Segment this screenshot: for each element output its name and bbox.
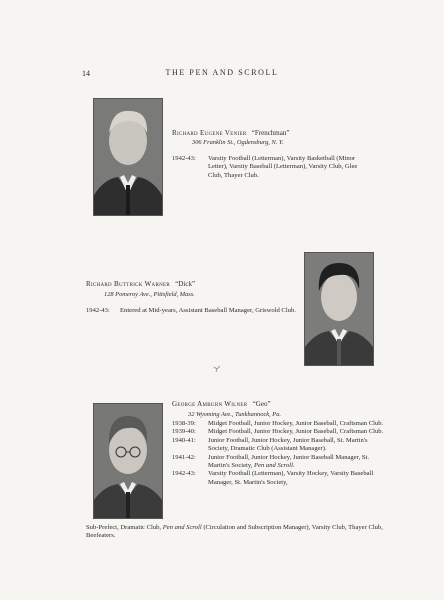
record-year: 1939-40: (172, 428, 196, 436)
record-continuation-wilner (86, 524, 384, 541)
record-year: 1938-39: (172, 420, 196, 427)
continuation-text: Sub-Prefect, Dramatic Club, (86, 524, 163, 531)
student-address: 128 Pomeroy Ave., Pittsfield, Mass. (104, 291, 195, 298)
record-text-part: Junior Football, Junior Hockey, Junior Baseball Manager, St. Martin's Society, (208, 453, 370, 470)
record-list-wilner (172, 420, 384, 487)
entry-name-wilner (172, 400, 271, 409)
record-row (172, 454, 384, 471)
student-name: Richard Buttrick Warner (86, 280, 170, 288)
student-name: Richard Eugene Venier (172, 129, 247, 137)
student-nickname: “Geo” (252, 400, 271, 408)
portrait-icon (94, 404, 162, 518)
record-row (172, 437, 384, 454)
continuation-italic: Pen and Scroll (162, 524, 202, 531)
record-row (172, 470, 384, 487)
portrait-photo-warner (304, 252, 374, 366)
record-text (208, 454, 384, 471)
portrait-photo-wilner (93, 403, 163, 519)
student-name: George Amburn Wilner (172, 400, 248, 408)
record-row (172, 420, 384, 428)
portrait-photo-venier (93, 98, 163, 216)
continuation-text-end: (Circulation and Subscription Manager), Varsity Club, Thayer Club, Beefeaters. (86, 524, 383, 540)
portrait-icon (94, 99, 162, 215)
record-year: 1942-43: (172, 155, 196, 162)
student-address: 306 Franklin St., Ogdensburg, N. Y. (192, 139, 284, 146)
ink-mark-icon (213, 360, 221, 368)
record-text: Varsity Football (Letterman), Varsity Hockey, Varsity Baseball Manager, St. Martin's Society, (208, 470, 374, 486)
entry-name-venier (172, 129, 289, 138)
student-nickname: “Frenchman” (251, 129, 290, 137)
entry-name-warner (86, 280, 195, 289)
record-row (172, 155, 362, 180)
page-header-title: THE PEN AND SCROLL (165, 68, 279, 77)
record-text: Entered at Mid-years, Assistant Baseball Manager, Griswold Club. (120, 307, 296, 314)
record-row (172, 428, 384, 436)
student-nickname: “Dick” (175, 280, 196, 288)
record-text: Junior Football, Junior Hockey, Junior Baseball, St. Martin's Society, Dramatic Club (Assistant Manager). (208, 436, 368, 453)
record-text: Midget Football, Junior Hockey, Junior Baseball, Craftsman Club. (208, 420, 384, 427)
page-number: 14 (82, 69, 90, 78)
record-text-italic: Pen and Scroll. (254, 462, 295, 470)
record-year: 1942-43: (86, 307, 110, 314)
record-row (86, 307, 296, 315)
student-address: 32 Wyoming Ave., Tunkhannock, Pa. (188, 411, 282, 418)
record-list-venier (172, 155, 362, 180)
record-text: Midget Football, Junior Hockey, Junior Baseball, Craftsman Club. (208, 428, 384, 436)
record-list-warner (86, 307, 296, 315)
record-year: 1941-42: (172, 453, 196, 461)
record-year: 1942-43: (172, 470, 196, 478)
portrait-icon (305, 253, 373, 365)
record-text: Varsity Football (Letterman), Varsity Basketball (Minor Letter), Varsity Baseball (Letterman), Varsity Club, Glee Club, Thayer Club. (208, 155, 358, 179)
record-year: 1940-41: (172, 436, 196, 444)
